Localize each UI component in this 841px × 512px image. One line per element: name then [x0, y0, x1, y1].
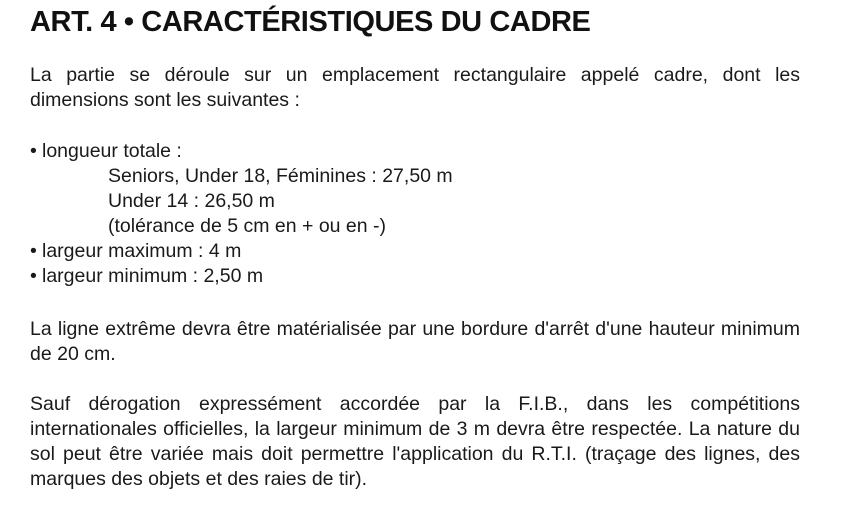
- longueur-under14: Under 14 : 26,50 m: [108, 190, 275, 212]
- dimensions-list: [30, 139, 453, 289]
- longueur-label: longueur totale :: [42, 140, 182, 162]
- list-item-largeur-max: [30, 239, 453, 264]
- intro-paragraph: La partie se déroule sur un emplacement rectangulaire appelé cadre, dont les dimensions sont les suivantes :: [30, 64, 800, 111]
- largeur-min-text: largeur minimum : 2,50 m: [42, 265, 264, 287]
- bullet-marker: •: [30, 265, 37, 287]
- longueur-tolerance: (tolérance de 5 cm en + ou en -): [108, 215, 387, 237]
- longueur-seniors: Seniors, Under 18, Féminines : 27,50 m: [108, 165, 453, 187]
- border-paragraph: La ligne extrême devra être matérialisée par une bordure d'arrêt d'une hauteur minimum de 20 cm.: [30, 318, 800, 365]
- derogation-paragraph: Sauf dérogation expressément accordée par la F.I.B., dans les compétitions internationales officielles, la largeur minimum de 3 m devra être respectée. La nature du sol peut être variée mais doit permettre l'application du R.T.I. (traçage des lignes, des marques des objets et des raies de tir).: [30, 393, 800, 490]
- largeur-max-text: largeur maximum : 4 m: [42, 240, 242, 262]
- bullet-marker: •: [30, 240, 37, 262]
- list-item-longueur: [30, 139, 453, 239]
- article-title: ART. 4 • CARACTÉRISTIQUES DU CADRE: [30, 6, 591, 38]
- list-item-largeur-min: [30, 264, 453, 289]
- bullet-marker: •: [30, 140, 37, 162]
